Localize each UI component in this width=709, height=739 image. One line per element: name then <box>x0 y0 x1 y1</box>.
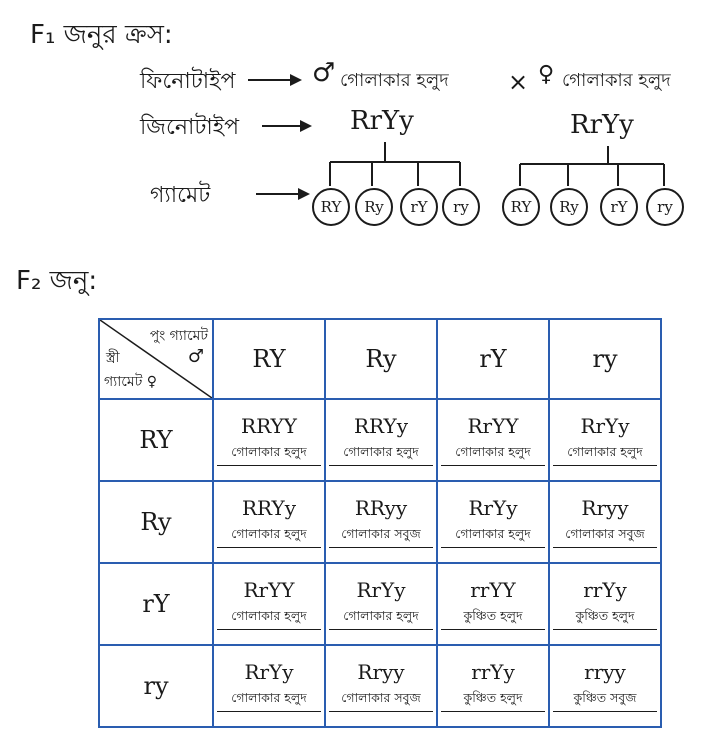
female-gamete-2: Ry <box>550 188 588 226</box>
grid-row <box>99 563 661 645</box>
grid-row <box>99 645 661 727</box>
col-header: rY <box>437 319 549 399</box>
cell-genotype: Rryy <box>581 496 629 520</box>
gamete-arrow-head <box>298 188 310 200</box>
phenotype-label: ফিনোটাইপ <box>140 69 236 94</box>
grid-row <box>99 481 661 563</box>
female-gamete-corner-label: গ্যামেট ♀ <box>104 374 158 390</box>
male-gamete-2: Ry <box>355 188 393 226</box>
cell-genotype: RRyy <box>354 496 408 520</box>
punnett-cell <box>437 645 549 727</box>
cell-genotype: rrYy <box>583 578 627 602</box>
male-gamete-1: RY <box>312 188 350 226</box>
corner-female-label: স্ত্রী <box>106 350 120 366</box>
col-header: ry <box>549 319 661 399</box>
male-symbol: ♂ <box>312 58 336 88</box>
punnett-cell <box>549 645 661 727</box>
cell-phenotype: গোলাকার হলুদ <box>217 690 321 712</box>
cell-phenotype: কুঞ্চিত হলুদ <box>441 690 545 712</box>
male-genotype: RrYy <box>350 106 414 136</box>
cell-genotype: RrYy <box>244 660 294 684</box>
punnett-cell <box>437 563 549 645</box>
row-header: RY <box>99 399 213 481</box>
cell-phenotype: গোলাকার সবুজ <box>329 526 433 548</box>
male-phenotype: গোলাকার হলুদ <box>340 70 449 91</box>
punnett-cell <box>213 563 325 645</box>
female-phenotype: গোলাকার হলুদ <box>562 70 671 91</box>
cell-genotype: rrYy <box>471 660 515 684</box>
gamete-branch-lines <box>0 0 709 260</box>
punnett-square <box>98 318 662 728</box>
cell-phenotype: গোলাকার হলুদ <box>553 444 657 466</box>
punnett-cell <box>437 481 549 563</box>
cell-phenotype: কুঞ্চিত সবুজ <box>553 690 657 712</box>
cell-genotype: RrYy <box>468 496 518 520</box>
header-row <box>99 319 661 399</box>
punnett-cell <box>213 481 325 563</box>
cell-genotype: rryy <box>584 660 626 684</box>
col-header: Ry <box>325 319 437 399</box>
corner-male-symbol: ♂ <box>187 346 204 367</box>
row-header: rY <box>99 563 213 645</box>
cross-symbol: × <box>508 68 529 96</box>
cell-phenotype: গোলাকার সবুজ <box>553 526 657 548</box>
cell-genotype: RRYY <box>241 414 297 438</box>
punnett-cell <box>213 645 325 727</box>
cell-phenotype: গোলাকার হলুদ <box>217 444 321 466</box>
cell-phenotype: কুঞ্চিত হলুদ <box>553 608 657 630</box>
punnett-cell <box>325 563 437 645</box>
female-genotype: RrYy <box>570 110 634 140</box>
row-header: Ry <box>99 481 213 563</box>
punnett-cell <box>325 399 437 481</box>
punnett-cell <box>437 399 549 481</box>
f1-heading: F₁ জনুর ক্রস: <box>30 20 173 50</box>
punnett-cell <box>549 399 661 481</box>
male-gamete-3: rY <box>400 188 438 226</box>
female-gamete-3: rY <box>600 188 638 226</box>
female-gamete-1: RY <box>502 188 540 226</box>
cell-genotype: Rryy <box>357 660 405 684</box>
col-header: RY <box>213 319 325 399</box>
gamete-arrow <box>256 193 300 195</box>
cell-phenotype: কুঞ্চিত হলুদ <box>441 608 545 630</box>
cell-phenotype: গোলাকার হলুদ <box>217 526 321 548</box>
corner-cell <box>99 319 213 399</box>
punnett-cell <box>549 563 661 645</box>
male-gamete-4: ry <box>442 188 480 226</box>
cell-phenotype: গোলাকার সবুজ <box>329 690 433 712</box>
cell-phenotype: গোলাকার হলুদ <box>217 608 321 630</box>
punnett-cell <box>213 399 325 481</box>
punnett-cell <box>549 481 661 563</box>
row-header: ry <box>99 645 213 727</box>
punnett-cell <box>325 481 437 563</box>
cell-phenotype: গোলাকার হলুদ <box>329 608 433 630</box>
punnett-cell <box>325 645 437 727</box>
cell-genotype: RrYY <box>243 578 295 602</box>
cell-genotype: RrYy <box>580 414 630 438</box>
cell-genotype: RrYy <box>356 578 406 602</box>
cell-phenotype: গোলাকার হলুদ <box>441 444 545 466</box>
cell-genotype: RrYY <box>467 414 519 438</box>
gamete-label: গ্যামেট <box>150 183 211 208</box>
female-symbol: ♀ <box>538 62 555 87</box>
cell-genotype: RRYy <box>353 414 408 438</box>
cell-genotype: RRYy <box>241 496 296 520</box>
male-gamete-corner-label: পুং গ্যামেট <box>149 328 208 344</box>
cell-phenotype: গোলাকার হলুদ <box>441 526 545 548</box>
f2-heading: F₂ জনু: <box>16 266 98 296</box>
cell-genotype: rrYY <box>470 578 516 602</box>
genotype-label: জিনোটাইপ <box>140 115 240 140</box>
grid-row <box>99 399 661 481</box>
cell-phenotype: গোলাকার হলুদ <box>329 444 433 466</box>
female-gamete-4: ry <box>646 188 684 226</box>
